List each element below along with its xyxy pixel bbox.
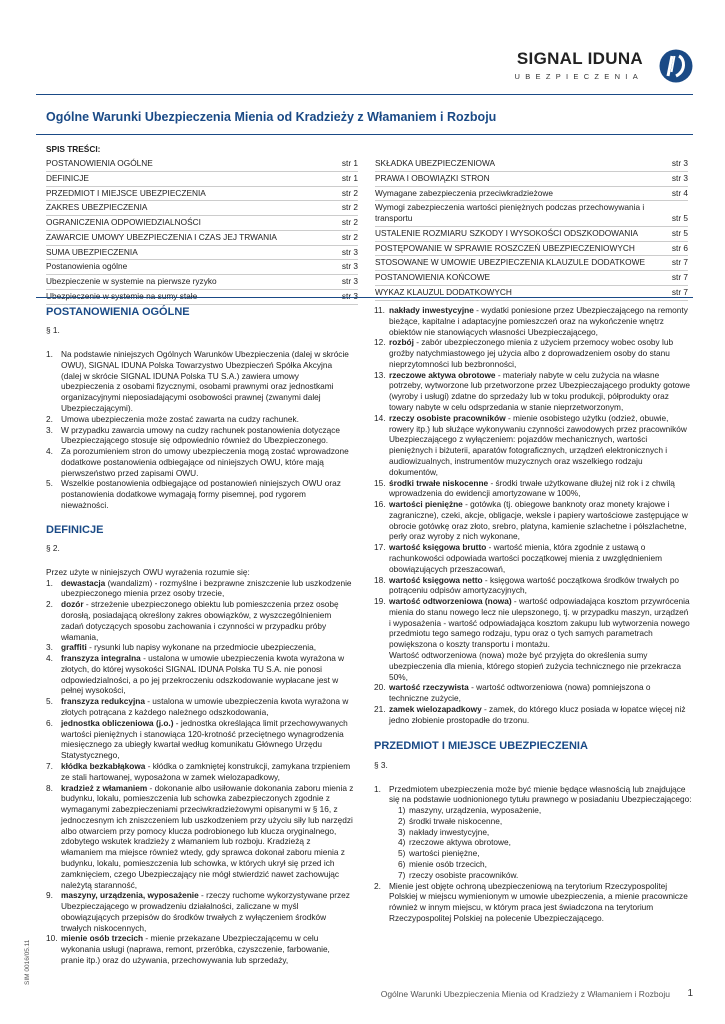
item-text: Za porozumieniem stron do umowy ubezpieczenia mogą zostać wprowadzone dodatkowe postanowienia odbiegające od niniejszych OWU, które mają pierwszeństwo przed zapisami OWU. (61, 446, 349, 478)
item-text: Umowa ubezpieczenia może zostać zawarta na cudzy rachunek. (61, 413, 299, 424)
definition-text: - rysunki lub napisy wykonane na przedmiocie ubezpieczenia, (86, 642, 317, 653)
definition-text: - środki trwałe użytkowane dłużej niż rok i z chwilą wprowadzenia do ewidencji amortyzowane w 100%, (389, 477, 675, 499)
signal-iduna-logo (659, 49, 693, 83)
brand-subtitle: UBEZPIECZENIA (514, 72, 643, 81)
definition-item (374, 575, 692, 597)
toc-entry-page: str 6 (671, 242, 688, 253)
subject-subitem (398, 816, 692, 827)
subject-subitem (398, 805, 692, 816)
list-item (46, 414, 354, 425)
brand-name: SIGNAL IDUNA (516, 49, 643, 68)
subitem-text: rzeczy osobiste pracowników. (409, 869, 519, 880)
list-item: 2. Mienie jest objęte ochroną ubezpieczeniową na terytorium Rzeczypospolitej Polskiej w miejscu wymienionym w umowie ubezpieczenia, a mienie pracownicze również w innym miejscu, w którym praca jest świadczona na terytorium Rzeczypospolitej Polskiej na polecenie Ubezpieczającego. (374, 880, 688, 923)
toc-entry-label: PRAWA I OBOWIĄZKI STRON (375, 172, 490, 183)
toc-entry-label: DEFINICJE (46, 172, 89, 183)
item-number: 20. (374, 682, 386, 693)
list-item (46, 349, 354, 414)
item-number: 3. (46, 424, 53, 435)
item-number: 15. (374, 477, 386, 488)
item-number: 4. (46, 446, 53, 457)
definition-item (46, 718, 354, 761)
definition-text: - zamek, do którego klucz posiada w łopatce więcej niż jedno złobienie prostopadłe do trzonu. (389, 703, 686, 725)
subject-list (374, 784, 692, 924)
definition-text: - strzeżenie ubezpieczonego obiektu lub pomieszczenia przez osobę dorosłą, posiadającą określony zakres obowiązków, z wyszczególnieniem zadań dotyczących sposobu zachowania i czynności w przypadku próby włamania, (61, 599, 339, 642)
toc-entry-page: str 1 (341, 158, 358, 168)
section-heading-definitions: DEFINICJE (46, 523, 104, 536)
item-number: 18. (374, 574, 386, 585)
document-title: Ogólne Warunki Ubezpieczenia Mienia od Kradzieży z Włamaniem i Rozboju (46, 110, 497, 124)
definition-item (374, 704, 692, 726)
item-number: 2. (46, 599, 53, 610)
section-heading-subject: PRZEDMIOT I MIEJSCE UBEZPIECZENIA (374, 740, 588, 753)
item-text: Na podstawie niniejszych Ogólnych Warunków Ubezpieczenia (dalej w skrócie OWU), SIGNAL IDUNA Polska Towarzystwo Ubezpieczeń Spółka Akcyjna (dalej w skrócie SIGNAL IDUNA Polska TU S.A.) zawiera umowy ubezpieczenia z osobami fizycznymi, osobami prawnymi oraz jednostkami organizacyjnymi nieposiadającymi osobowości prawnej (zwanymi dalej Ubezpieczającymi). (61, 349, 349, 413)
definition-text: - mienie przekazane Ubezpieczającemu w celu wykonania usługi (naprawa, remont, przeróbka, czyszczenie, farbowanie, pranie itp.) oraz do używania, przechowywania lub sprzedaży, (61, 933, 330, 965)
toc-row (46, 275, 358, 290)
definition-item (374, 542, 692, 574)
subitem-number: 6) (398, 859, 406, 870)
toc-entry-page: str 3 (341, 246, 358, 257)
toc-entry-page: str 1 (341, 172, 358, 183)
subitem-text: wartości pieniężne, (409, 848, 480, 859)
toc-entry-label: Ubezpieczenie w systemie na pierwsze ryzyko (46, 276, 217, 287)
subject-item-2-text: Mienie jest objęte ochroną ubezpieczeniową na terytorium Rzeczypospolitej Polskiej w miejscu wymienionym w umowie ubezpieczenia, a mienie pracownicze również w innym miejscu, w którym praca jest świadczona na terytorium Rzeczypospolitej Polskiej na polecenie Ubezpieczającego. (389, 880, 688, 923)
definition-text: - rzeczy ruchome wykorzystywane przez Ubezpieczającego w prowadzeniu działalności, zaliczane w myśl obowiązujących przepisów do środków trwałych z wyłączeniem środków trwałych niskocennych, (61, 890, 350, 933)
toc-row (375, 256, 688, 271)
definition-text: - jednostka określająca limit przechowywanych wartości pieniężnych i stanowiąca 120-krotność przeciętnego wynagrodzenia miesięcznego za ubiegły kwartał według komunikatu Głównego Urzędu Statystycznego, (61, 717, 348, 761)
item-number: 3. (46, 642, 53, 653)
toc-bottom-rule (36, 297, 693, 298)
definition-text: - kłódka o zamkniętej konstrukcji, zamykana trzpieniem ze stali hartowanej, wyposażona w zamek wielozapadkowy, (61, 760, 351, 782)
definition-term: dewastacja (61, 577, 106, 588)
definition-item (374, 478, 692, 500)
subject-subitem (398, 848, 692, 859)
toc-entry-page: str 2 (341, 217, 358, 228)
table-of-contents (46, 144, 696, 298)
toc-entry-page: str 3 (671, 172, 688, 183)
list-item (46, 425, 354, 447)
subject-subitem (398, 859, 692, 870)
item-number: 10. (46, 933, 58, 944)
subject-subitems (389, 805, 692, 880)
definition-text: - mienie osobistego użytku (odzież, obuwie, rowery itp.) lub służące wykonywaniu czynności zawodowych przez pracowników Ubezpieczającego z wyłączeniem: pojazdów mechanicznych, wartości pieniężnych i biżuterii, aparatów fotograficznych, urządzeń elektronicznych i audiowizualnych, instrumentów muzycznych oraz wszelkiego rodzaju dokumentów, (389, 412, 687, 477)
toc-entry-label: POSTĘPOWANIE W SPRAWIE ROSZCZEŃ UBEZPIECZENIOWYCH (375, 242, 635, 253)
definition-text: - wydatki poniesione przez Ubezpieczającego na remonty bieżące, kapitalne i adaptacyjne pomieszczeń oraz na wykończenie wnętrz obiektów nie stanowiących własności Ubezpieczającego, (389, 305, 688, 337)
definition-term: zamek wielozapadkowy (389, 703, 482, 714)
definition-item (374, 682, 692, 704)
toc-entry-page: str 4 (671, 187, 688, 198)
definition-item (46, 933, 354, 965)
paragraph-number: § 1. (46, 325, 60, 336)
right-column (374, 305, 692, 924)
toc-row (46, 187, 358, 202)
definitions-intro: Przez użyte w niniejszych OWU wyrażenia rozumie się: (46, 566, 250, 577)
toc-entry-page: str 2 (341, 187, 358, 198)
definition-text: - wartość odpowiadająca kosztom przywrócenia mienia do stanu nowego lecz nie ulepszonego, tj. w przypadku maszyn, urządzeń i wyposażenia - wartość odpowiadająca kosztom zakupu lub wytworzenia nowego przedmiotu tego samego rodzaju, typu oraz o tych samych parametrach powiększona o koszty transportu i montażu. (389, 596, 690, 650)
definition-item (46, 696, 354, 718)
toc-entry-label: SKŁADKA UBEZPIECZENIOWA (375, 158, 496, 168)
subject-subitem (398, 870, 692, 881)
definition-item (46, 599, 354, 642)
definition-term: kłódka bezkabłąkowa (61, 760, 146, 771)
toc-row (375, 157, 688, 172)
left-column (46, 305, 354, 966)
item-number: 17. (374, 542, 386, 553)
item-number: 2. (46, 413, 53, 424)
toc-row (46, 246, 358, 261)
toc-row (46, 157, 358, 172)
definition-text: - gotówka (tj. obiegowe banknoty oraz monety krajowe i zagraniczne), czeki, akcje, obligacje, weksle i papiery wartościowe zastępujące w obrocie gotówkę oraz złoto, srebro, platyna, kamienie szlachetne i półszlachetne, perły oraz wyroby z nich wykonane, (389, 499, 688, 542)
subject-subitem (398, 827, 692, 838)
subitem-number: 4) (398, 837, 406, 848)
definition-text: - wartość mienia, która zgodnie z ustawą o rachunkowości odpowiada wartości początkowej mienia z uwzględnieniem obowiązujących przeszacowań, (389, 542, 663, 574)
item-text: Wszelkie postanowienia odbiegające od postanowień niniejszych OWU oraz postanowienia dodatkowe wymagają formy pisemnej, pod rygorem nieważności. (61, 478, 341, 511)
item-number: 5. (46, 696, 53, 707)
definition-item (46, 642, 354, 653)
toc-entry-page: str 7 (671, 272, 688, 283)
toc-entry-label: WYKAZ KLAUZUL DODATKOWYCH (375, 287, 512, 298)
definition-item (374, 337, 692, 369)
definition-term: maszyny, urządzenia, wyposażenie (61, 890, 199, 901)
definition-text: - wartość odtworzeniowa (nowa) pomniejszona o techniczne zużycie, (389, 682, 651, 704)
item-text: W przypadku zawarcia umowy na cudzy rachunek postanowienia dotyczące Ubezpieczającego stosuje się odpowiednio również do Ubezpieczonego. (61, 424, 341, 446)
item-number: 6. (46, 717, 53, 728)
item-number: 4. (46, 653, 53, 664)
item-number: 12. (374, 337, 386, 348)
toc-row (375, 271, 688, 286)
item-number: 14. (374, 412, 386, 423)
toc-row (375, 172, 688, 187)
title-rule (36, 134, 693, 135)
item-number: 7. (46, 760, 53, 771)
definition-item (46, 783, 354, 891)
list-item: 1. Przedmiotem ubezpieczenia może być mienie będące własnością lub znajdujące się na podstawie uodnionionego tytułu prawnego w posiadaniu Ubezpieczającego: 1) maszyny, urządzenia, wyposażenie, 2) środki trwałe niskocenne, 3) nakłady inwestycyjne, 4) rzeczowe aktywa obrotowe, 5) wartości pieniężne, 6) mienie osób trzecich, 7) rzeczy osobiste pracowników. (374, 783, 692, 880)
toc-row (46, 216, 358, 231)
toc-entry-label: ZAWARCIE UMOWY UBEZPIECZENIA I CZAS JEJ TRWANIA (46, 231, 277, 242)
definition-term: środki trwałe niskocenne (389, 477, 489, 488)
toc-entry-page: str 3 (341, 261, 358, 272)
toc-row (375, 201, 688, 227)
paragraph-number: § 2. (46, 543, 60, 554)
toc-entry-label: USTALENIE ROZMIARU SZKODY I WYSOKOŚCI ODSZKODOWANIA (375, 227, 639, 238)
subitem-text: rzeczowe aktywa obrotowe, (409, 837, 511, 848)
item-number: 1. (46, 577, 53, 588)
definition-term: nakłady inwestycyjne (389, 305, 474, 315)
definitions-list-left (46, 578, 354, 966)
definition-term: rzeczy osobiste pracowników (389, 412, 506, 423)
toc-row (375, 286, 688, 301)
toc-entry-page: str 7 (671, 257, 688, 268)
definition-item (374, 305, 692, 337)
toc-row (46, 260, 358, 275)
item-number: 16. (374, 499, 386, 510)
definition-extra: Wartość odtworzeniowa (nowa) może być przyjęta do określenia sumy ubezpieczenia dla mienia, którego stopień zużycia technicznego nie przekracza 50%, (389, 650, 681, 682)
toc-entry-page: str 3 (341, 276, 358, 287)
toc-entry-label: STOSOWANE W UMOWIE UBEZPIECZENIA KLAUZULE DODATKOWE (375, 257, 645, 268)
definition-term: franszyza redukcyjna (61, 696, 145, 707)
subitem-text: mienie osób trzecich, (409, 859, 487, 870)
toc-entry-label: ZAKRES UBEZPIECZENIA (46, 202, 148, 213)
definition-term: jednostka obliczeniowa (j.o.) (61, 717, 174, 728)
item-number: 13. (374, 369, 386, 380)
definition-text: - zabór ubezpieczonego mienia z użyciem przemocy wobec osoby lub groźby natychmiastowego jej użycia albo z doprowadzeniem osoby do stanu nieprzytomności lub bezbronności, (389, 337, 674, 369)
definition-text: - ustalona w umowie ubezpieczenia kwota wyrażona w złotych potrącana z każdego należnego odszkodowania, (61, 696, 349, 718)
definition-item (374, 413, 692, 478)
toc-entry-page: str 5 (671, 227, 688, 238)
definitions-list-right (374, 305, 692, 725)
item-number: 8. (46, 782, 53, 793)
definition-text: (wandalizm) - rozmyślne i bezprawne zniszczenie lub uszkodzenie ubezpieczonego mienia przez osoby trzecie, (61, 577, 352, 599)
item-number: 9. (46, 890, 53, 901)
definition-term: dozór (61, 599, 84, 610)
subject-subitem (398, 837, 692, 848)
definition-term: wartości pieniężne (389, 499, 463, 510)
toc-row (46, 172, 358, 187)
item-number: 19. (374, 596, 386, 607)
definition-item (46, 578, 354, 600)
item-number: 11. (374, 305, 385, 315)
toc-left-column (46, 157, 358, 305)
definition-term: wartość księgowa netto (389, 574, 483, 585)
list-item (46, 478, 354, 510)
toc-entry-page: str 3 (671, 158, 688, 168)
definition-item (374, 596, 692, 682)
definition-item (374, 499, 692, 542)
definition-item (46, 761, 354, 783)
subitem-number: 2) (398, 815, 406, 826)
item-number: 21. (374, 703, 386, 714)
definition-term: franszyza integralna (61, 653, 141, 664)
definition-term: kradzież z włamaniem (61, 782, 148, 793)
item-number: 5. (46, 478, 53, 489)
toc-heading: SPIS TREŚCI: (46, 144, 101, 154)
subject-item-1-text: Przedmiotem ubezpieczenia może być mienie będące własnością lub znajdujące się na podstawie uodnionionego tytułu prawnego w posiadaniu Ubezpieczającego: (389, 783, 692, 805)
toc-entry-label: POSTANOWIENIA OGÓLNE (46, 158, 153, 168)
toc-entry-label: SUMA UBEZPIECZENIA (46, 246, 138, 257)
definition-term: mienie osób trzecich (61, 933, 144, 944)
toc-entry-label: POSTANOWIENIA KOŃCOWE (375, 272, 491, 283)
definition-term: wartość rzeczywista (389, 682, 469, 693)
toc-row (46, 231, 358, 246)
subitem-number: 1) (398, 805, 406, 816)
toc-entry-page: str 2 (341, 231, 358, 242)
section-heading-general: POSTANOWIENIA OGÓLNE (46, 306, 190, 318)
definition-term: rzeczowe aktywa obrotowe (389, 369, 496, 380)
subitem-number: 7) (398, 869, 406, 880)
footer-text: Ogólne Warunki Ubezpieczenia Mienia od Kradzieży z Włamaniem i Rozboju (380, 989, 670, 999)
subitem-text: środki trwałe niskocenne, (409, 815, 503, 826)
definition-text: - materiały nabyte w celu zużycia na własne potrzeby, wytworzone lub przetworzone przez Ubezpieczającego produkty gotowe (wyroby i usługi) zdatne do sprzedaży lub w toku produkcji, półprodukty oraz towary nabyte w celu odsprzedania w stanie nieprzetworzonym, (389, 369, 690, 413)
definition-term: wartość odtworzeniowa (nowa) (389, 596, 512, 607)
toc-row (375, 242, 688, 257)
definition-term: graffiti (61, 642, 87, 653)
definition-text: - dokonanie albo usiłowanie dokonania zaboru mienia z budynku, lokalu, pomieszczenia lub schowka zabezpieczonych zgodnie z wymaganymi zabezpieczeniami przeciwkradzieżowymi opisanymi w § 16, z jednoczesnym ich zniszczeniem lub uszkodzeniem przy użyciu siły lub narzędzi albo otwarciem przy pomocy klucza podrobionego lub klucza oryginalnego, zdobytego wskutek kradzieży z włamaniem lub rozboju. Kradzieżą z włamaniem ma miejsce również wtedy, gdy sprawca dokonał zaboru mienia z budynku, lokalu, pomieszczenia lub schowka, w których ukrył się przed ich zamknięciem, czego Ubezpieczający nie mógł stwierdzić nawet zachowując należytą staranność, (61, 782, 354, 890)
toc-entry-label: Wymogi zabezpieczenia wartości pieniężnych podczas przechowywania i transportu (375, 202, 645, 224)
definition-term: rozbój (389, 337, 414, 348)
header-rule (36, 94, 693, 95)
toc-entry-label: OGRANICZENIA ODPOWIEDZIALNOŚCI (46, 217, 201, 228)
toc-right-column (375, 157, 688, 301)
definition-term: wartość księgowa brutto (389, 542, 487, 553)
general-provisions-list (46, 349, 354, 511)
toc-entry-page: str 5 (671, 213, 688, 224)
definition-text: - ustalona w umowie ubezpieczenia kwota wyrażona w złotych, do której wysokości SIGNAL IDUNA Polska TU S.A. nie ponosi odpowiedzialności, a po jej przekroczeniu odszkodowanie wypłacane jest w pełnej wysokości, (61, 653, 345, 696)
subitem-text: nakłady inwestycyjne, (409, 826, 490, 837)
toc-entry-page: str 2 (341, 202, 358, 213)
definition-item (46, 890, 354, 933)
page-number: 1 (687, 988, 693, 999)
paragraph-number: § 3. (374, 759, 388, 770)
definition-item (374, 370, 692, 413)
toc-row (375, 227, 688, 242)
subitem-number: 3) (398, 826, 406, 837)
item-number: 1. (46, 349, 53, 360)
toc-row (46, 201, 358, 216)
toc-entry-label: PRZEDMIOT I MIEJSCE UBEZPIECZENIA (46, 187, 206, 198)
subitem-text: maszyny, urządzenia, wyposażenie, (409, 805, 542, 816)
toc-entry-label: Postanowienia ogólne (46, 261, 128, 272)
toc-entry-label: Wymagane zabezpieczenia przeciwkradzieżowe (375, 187, 553, 198)
document-code: SIM 0016/05.11 (24, 939, 31, 985)
list-item (46, 446, 354, 478)
definition-text: - księgowa wartość początkowa środków trwałych po potrąceniu odpisów amortyzacyjnych, (389, 574, 680, 596)
toc-row (375, 187, 688, 202)
subitem-number: 5) (398, 848, 406, 859)
toc-entry-page: str 7 (671, 287, 688, 298)
brand-header (493, 48, 693, 88)
definition-item (46, 653, 354, 696)
